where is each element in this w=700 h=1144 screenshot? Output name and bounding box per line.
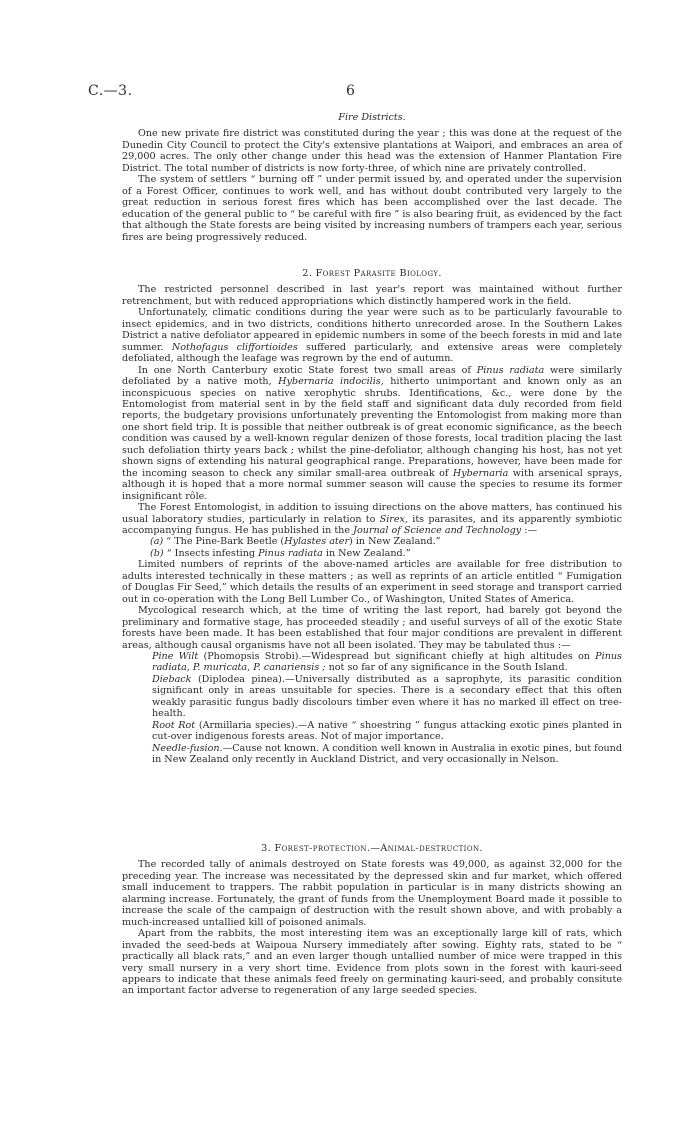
animal-destruction-heading: 3. Forest-protection.—Animal-destruction. (261, 843, 483, 854)
condition-needle-fusion: Needle-fusion.—Cause not known. A condition well known in Australia in exotic pines, but found in New Zealand only recently in Auckland District, and very occasionally in Nelson. (152, 742, 622, 766)
species-name: Hybernaria indocilis, (278, 376, 384, 388)
parasite-paragraph-4: The Forest Entomologist, in addition to issuing directions on the above matters, has continued his usual laboratory studies, particularly in relation to Sirex, its parasites, and its apparently symbiotic accompanying fungus. He has published in the Journal of Science and Technology :— (122, 502, 622, 536)
species-name: Nothofagus cliffortioides (171, 341, 298, 353)
parasite-biology-heading: 2. Forest Parasite Biology. (302, 268, 442, 279)
fire-paragraph-2: The system of settlers “ burning off ” under permit issued by, and operated under the supervision of a Forest Officer, continues to work well, and has without doubt contributed very largely to the great reduction in serious forest fires which has been accomplished over the last decade. The education of the general public to “ be careful with fire ” is also bearing fruit, as evidenced by the fact that although the State forests are being visited by increasing numbers of trampers each year, serious fires are being progressively reduced. (122, 174, 622, 243)
fire-paragraph-1: One new private fire district was constituted during the year ; this was done at the request of the Dunedin City Council to protect the City's extensive plantations at Waipori, and embraces an area of 29,000 acres. The only other change under this head was the extension of Hanmer Plantation Fire District. The total number of districts is now forty-three, of which nine are privately controlled. (122, 128, 622, 174)
condition-pine-wilt: Pine Wilt (Phomopsis Strobi).—Widespread but significant chiefly at high altitudes on Pinus radiata, P. muricata, P. canariensis ; not so far of any significance in the South Island. (152, 650, 622, 674)
species-name: Pinus radiata (476, 364, 545, 376)
parasite-paragraph-5: Limited numbers of reprints of the above-named articles are available for free distribution to adults interested technically in these matters ; as well as reprints of an article entitled “ Fumigation of Douglas Fir Seed,” which details the results of an experiment in seed storage and transport carried out in co-operation with the Long Bell Lumber Co., of Washington, United States of America. (122, 559, 622, 605)
page-number: 6 (346, 83, 355, 99)
journal-title: Journal of Science and Technology (353, 524, 522, 536)
animal-paragraph-2: Apart from the rabbits, the most interesting item was an exceptionally large kill of rats, which invaded the seed-beds at Waipoua Nursery immediately after sowing. Eighty rats, stated to be “ practically all black rats,” and an even larger though untallied number of mice were trapped in this very small nursery in a very short time. Evidence from plots sown in the forest with kauri-seed appears to indicate that these animals feed freely on germinating kauri-seed, and probably consitute an important factor adverse to regeneration of any large seeded species. (122, 928, 622, 997)
publication-item-a: (a) “ The Pine-Bark Beetle (Hylastes ater) in New Zealand.” (150, 536, 441, 548)
condition-root-rot: Root Rot (Armillaria species).—A native “ shoestring ” fungus attacking exotic pines planted in cut-over indigenous forests areas. Not of major importance. (152, 719, 622, 743)
parasite-paragraph-1: The restricted personnel described in last year's report was maintained without further retrenchment, but with reduced appropriations which distinctly hampered work in the field. (122, 284, 622, 307)
parasite-paragraph-3: In one North Canterbury exotic State forest two small areas of Pinus radiata were similarly defoliated by a native moth, Hybernaria indocilis, hitherto unimportant and known only as an inconspicuous species on native xerophytic shrubs. Identifications, &c., were done by the Entomologist from material sent in by the field staff and significant data duly recorded from field reports, the budgetary provisions unfortunately preventing the Entomologist from making more than one short field trip. It is possible that neither outbreak is of great economic significance, as the beech condition was caused by a well-known regular denizen of those forests, local tradition placing the last such defoliation thirty years back ; whilst the pine-defoliator, although changing his host, has not yet shown signs of extending his natural geographical range. Preparations, however, have been made for the incoming season to check any similar small-area outbreak of Hybernaria with arsenical sprays, although it is hoped that a more normal summer season will cause the species to resume its former insignificant rôle. (122, 364, 622, 502)
parasite-biology-section (122, 268, 622, 765)
document-reference: C.—3. (88, 83, 133, 99)
species-name: Hybernaria (452, 467, 509, 479)
fire-districts-heading: Fire Districts. (338, 112, 406, 123)
parasite-paragraph-6: Mycological research which, at the time of writing the last report, had barely got beyond the preliminary and formative stage, has proceeded steadily ; and useful surveys of all of the exotic State forests have been made. It has been established that four major conditions are prevalent in different areas, although causal organisms have not all been isolated. They may be tabulated thus :— (122, 605, 622, 651)
publication-item-b: (b) “ Insects infesting Pinus radiata in New Zealand.” (150, 547, 411, 559)
animal-destruction-section (122, 843, 622, 997)
animal-paragraph-1: The recorded tally of animals destroyed on State forests was 49,000, as against 32,000 for the preceding year. The increase was necessitated by the depressed skin and fur market, which offered small inducement to trappers. The rabbit population in particular is in many districts showing an alarming increase. Fortunately, the grant of funds from the Unemployment Board made it possible to increase the scale of the campaign of destruction with the result shown above, and with probably a much-increased untallied kill of poisoned animals. (122, 859, 622, 928)
fire-districts-section (122, 112, 622, 243)
parasite-paragraph-2: Unfortunately, climatic conditions during the year were such as to be particularly favourable to insect epidemics, and in two districts, conditions hitherto unrecorded arose. In the Southern Lakes District a native defoliator appeared in epidemic numbers in some of the beech forests in mid and late summer. Nothofagus cliffortioides suffered particularly, and extensive areas were completely defoliated, although the leafage was regrown by the end of autumn. (122, 307, 622, 365)
condition-dieback: Dieback (Diplodea pinea).—Universally distributed as a saprophyte, its parasitic condition significant only in areas unsuitable for species. There is a secondary effect that this often weakly parasitic fungus badly discolours timber even where it has no marked ill effect on tree-health. (152, 673, 622, 720)
